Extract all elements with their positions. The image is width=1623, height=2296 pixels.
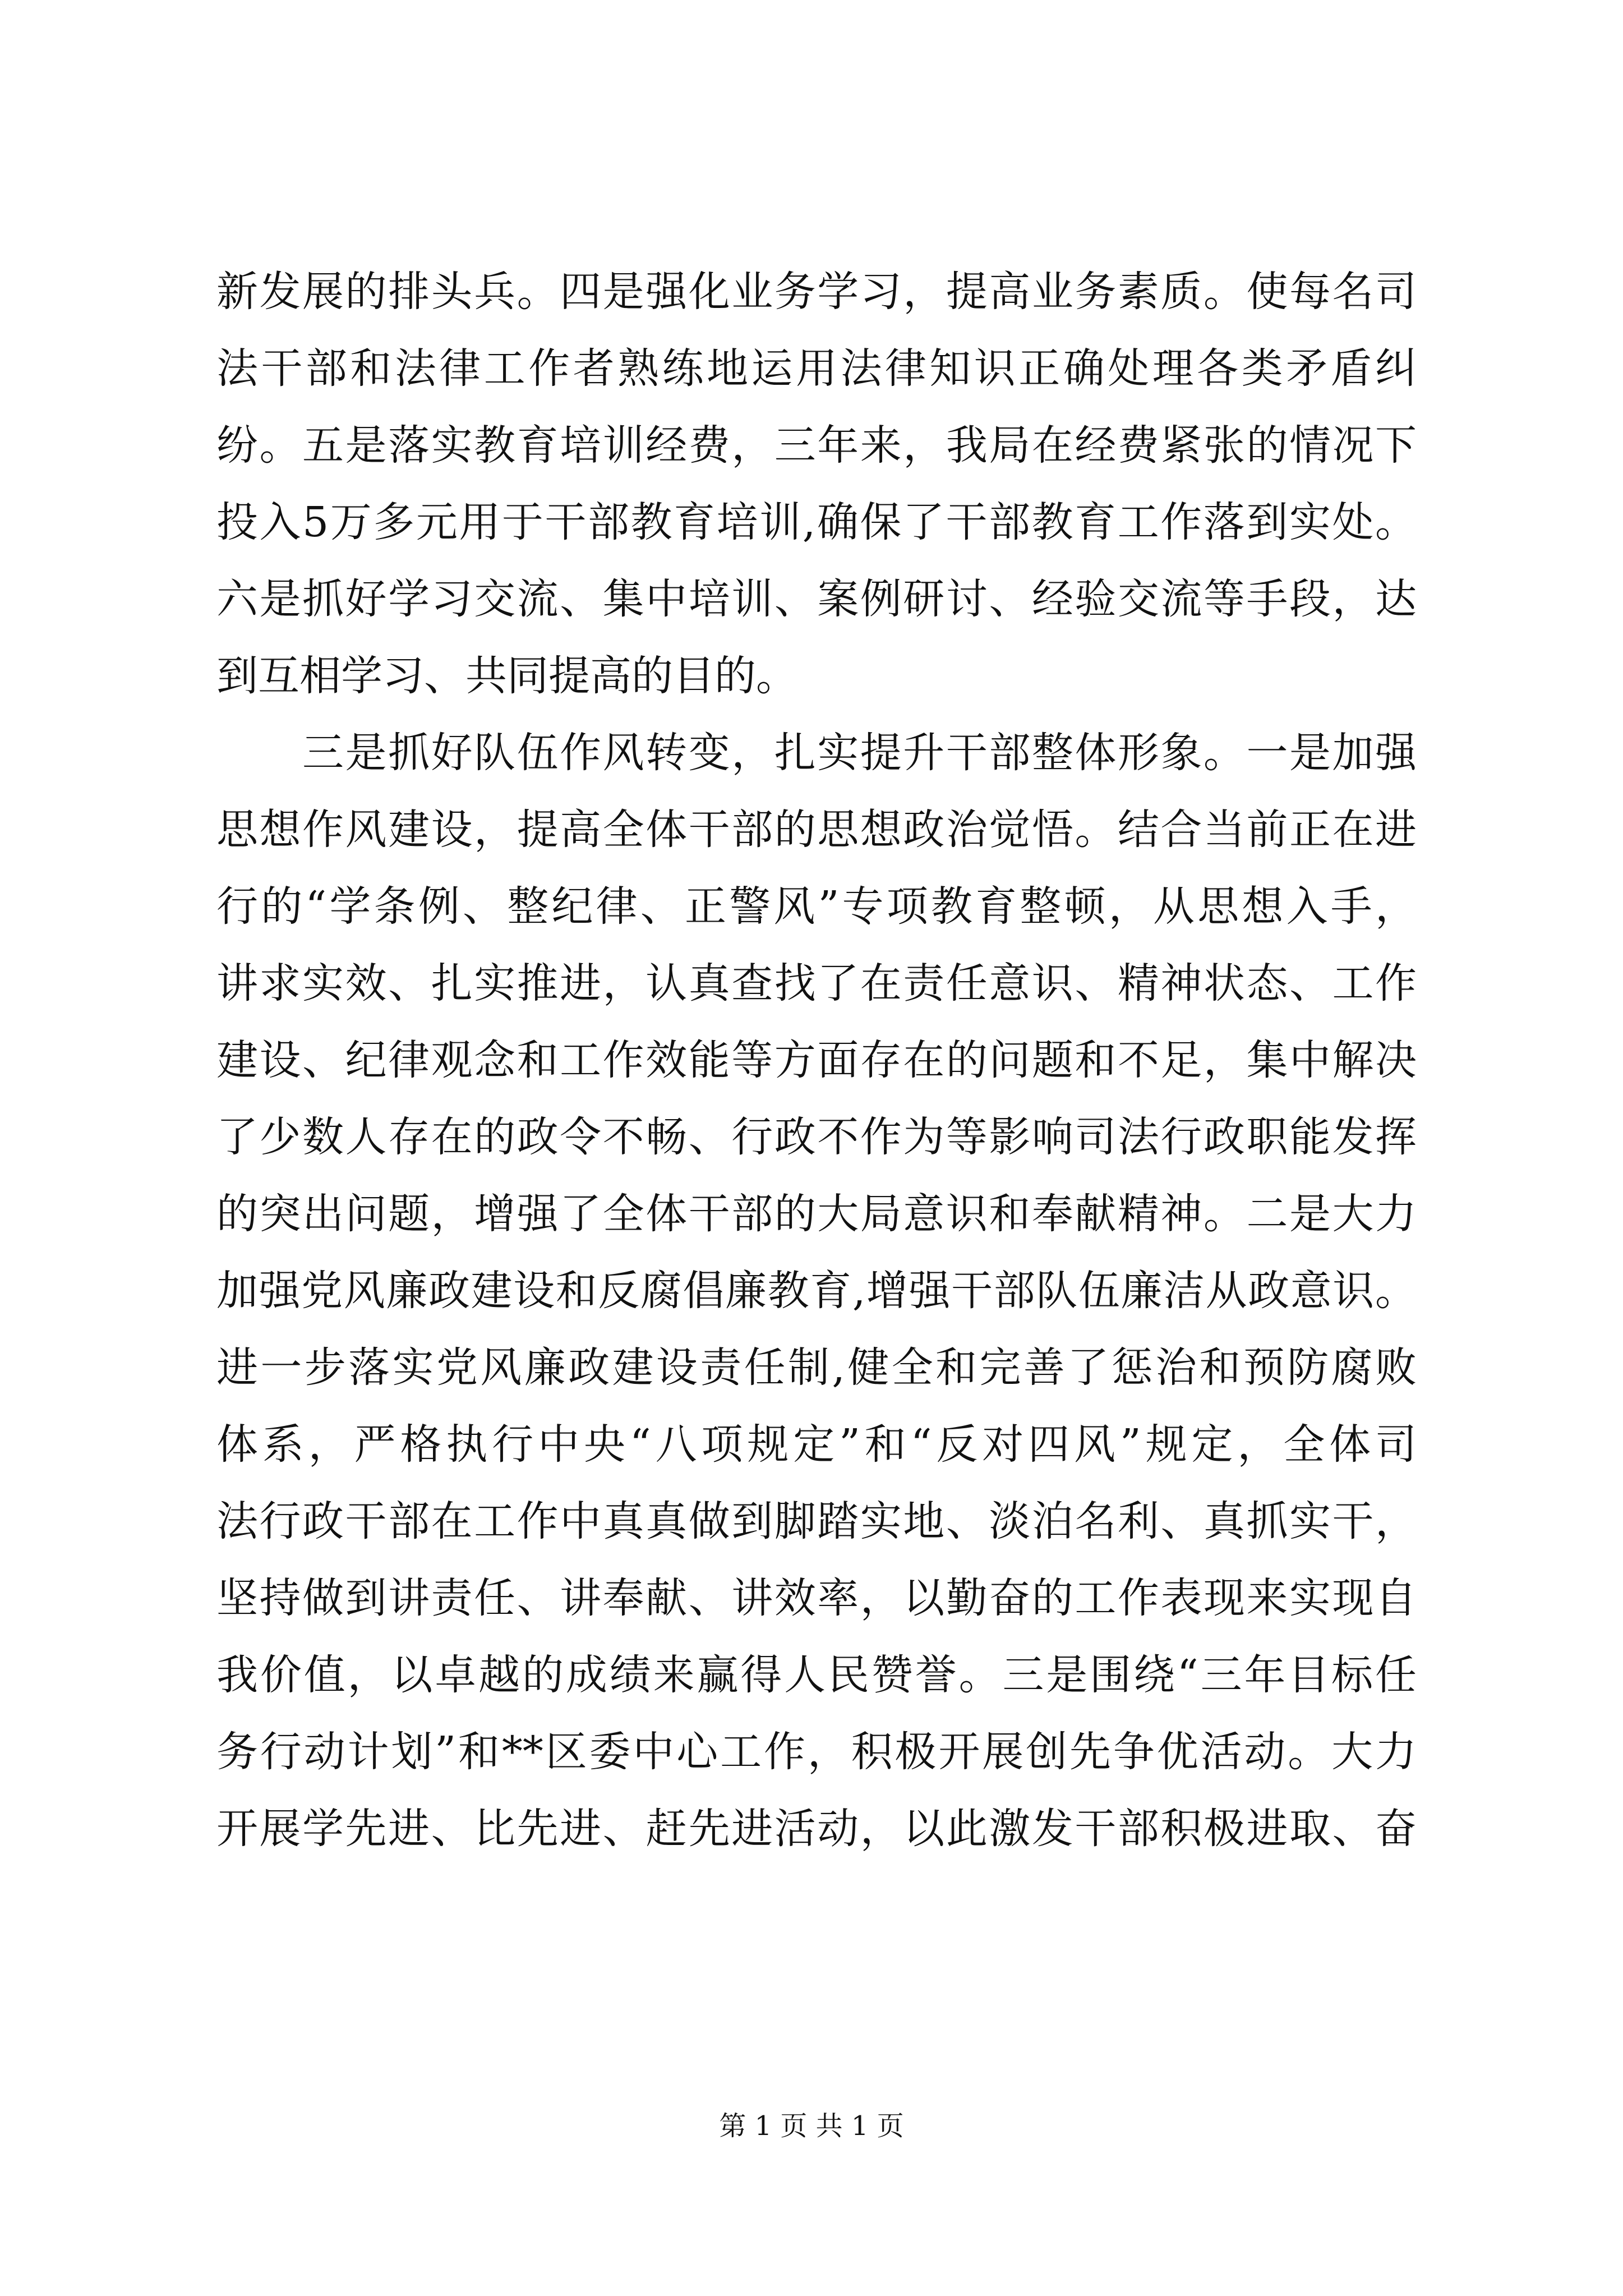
text-line: 讲求实效、扎实推进，认真查找了在责任意识、精神状态、工作 — [216, 959, 1417, 1007]
body-text — [216, 254, 1417, 1867]
text-line: 体系，严格执行中央“八项规定”和“反对四风”规定，全体司 — [216, 1420, 1417, 1469]
text-line: 三是抓好队伍作风转变，扎实提升干部整体形象。一是加强 — [216, 729, 1417, 777]
text-line: 法干部和法律工作者熟练地运用法律知识正确处理各类矛盾纠 — [216, 344, 1417, 393]
text-line: 投入5万多元用于干部教育培训,确保了干部教育工作落到实处。 — [216, 498, 1417, 546]
text-line: 坚持做到讲责任、讲奉献、讲效率，以勤奋的工作表现来实现自 — [216, 1574, 1417, 1622]
text-line: 务行动计划”和**区委中心工作，积极开展创先争优活动。大力 — [216, 1728, 1417, 1776]
text-line: 新发展的排头兵。四是强化业务学习，提高业务素质。使每名司 — [216, 268, 1417, 316]
text-line: 六是抓好学习交流、集中培训、案例研讨、经验交流等手段，达 — [216, 575, 1417, 623]
text-line: 法行政干部在工作中真真做到脚踏实地、淡泊名利、真抓实干， — [216, 1497, 1417, 1545]
text-line: 的突出问题，增强了全体干部的大局意识和奉献精神。二是大力 — [216, 1190, 1417, 1238]
text-line: 了少数人存在的政令不畅、行政不作为等影响司法行政职能发挥 — [216, 1113, 1417, 1161]
text-line: 加强党风廉政建设和反腐倡廉教育,增强干部队伍廉洁从政意识。 — [216, 1267, 1417, 1315]
text-line: 行的“学条例、整纪律、正警风”专项教育整顿，从思想入手， — [216, 882, 1417, 931]
text-line: 纷。五是落实教育培训经费，三年来，我局在经费紧张的情况下 — [216, 421, 1417, 470]
text-line: 我价值，以卓越的成绩来赢得人民赞誉。三是围绕“三年目标任 — [216, 1651, 1417, 1699]
text-line: 建设、纪律观念和工作效能等方面存在的问题和不足，集中解决 — [216, 1036, 1417, 1084]
text-line: 开展学先进、比先进、赶先进活动，以此激发干部积极进取、奋 — [216, 1805, 1417, 1853]
page-number-footer: 第 1 页 共 1 页 — [719, 2110, 904, 2142]
text-line: 思想作风建设，提高全体干部的思想政治觉悟。结合当前正在进 — [216, 806, 1417, 854]
text-line: 进一步落实党风廉政建设责任制,健全和完善了惩治和预防腐败 — [216, 1343, 1417, 1392]
text-line: 到互相学习、共同提高的目的。 — [216, 652, 797, 700]
